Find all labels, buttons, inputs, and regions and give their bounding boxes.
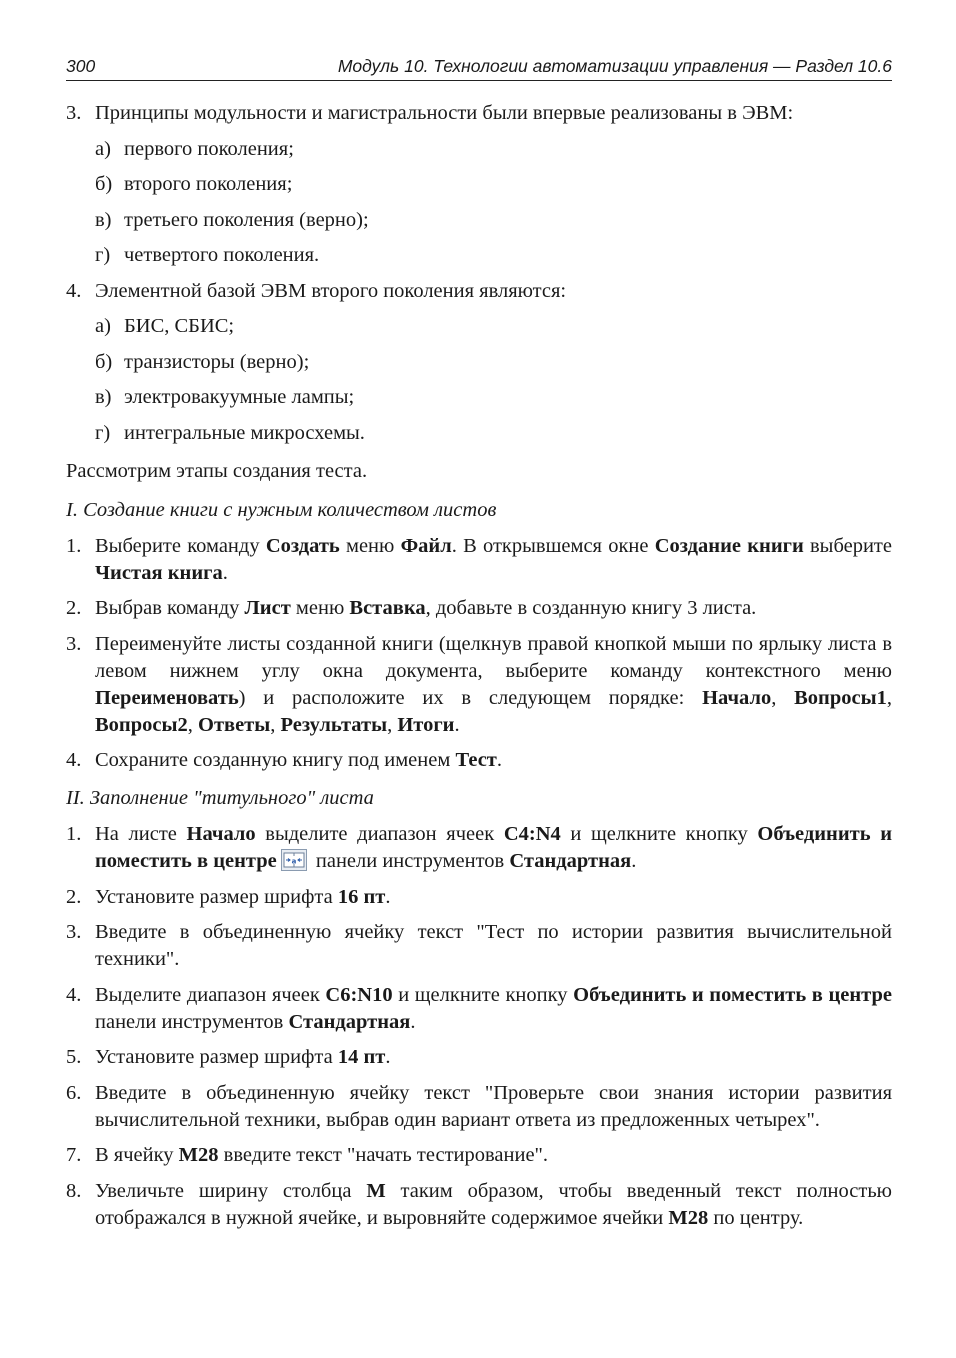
- option-letter: б): [95, 173, 113, 195]
- step-text: таким образом, чтобы введенный текст полностью отображался в нужной ячейке, и выровняйте содержимое ячейки: [95, 1179, 892, 1229]
- step-item: [66, 1142, 892, 1169]
- step-item: [66, 821, 892, 875]
- option-text: второго поколения;: [124, 173, 293, 195]
- step-number: 4.: [66, 983, 82, 1006]
- step-item: [66, 919, 892, 973]
- bold-term: M28: [668, 1206, 709, 1229]
- step-number: 1.: [66, 534, 82, 557]
- bold-term: Стандартная: [509, 850, 632, 872]
- question-3: [66, 100, 892, 127]
- step-number: 2.: [66, 597, 82, 619]
- option-text: электровакуумные лампы;: [124, 386, 355, 408]
- bold-term: Результаты: [280, 713, 388, 736]
- step-text: .: [222, 561, 228, 584]
- bold-term: Лист: [244, 597, 291, 619]
- question-4: [66, 278, 892, 305]
- answer-option: [66, 242, 892, 269]
- bold-term: Вопросы2: [95, 713, 188, 736]
- step-text: панели инструментов: [95, 1010, 289, 1033]
- step-text: введите текст "начать тестирование".: [218, 1144, 549, 1166]
- step-number: 4.: [66, 749, 82, 771]
- bold-term: 16 пт: [337, 885, 386, 908]
- bold-term: Объединить и поместить в центре: [95, 823, 893, 872]
- bold-term: Тест: [455, 749, 497, 771]
- option-text: первого поколения;: [124, 137, 294, 160]
- merge-and-center-icon: [281, 849, 307, 871]
- step-text: , добавьте в созданную книгу 3 листа.: [425, 597, 757, 619]
- answer-option: [66, 136, 892, 163]
- step-text: .: [385, 885, 391, 908]
- option-text: интегральные микросхемы.: [124, 421, 365, 444]
- step-text: меню: [339, 534, 401, 557]
- question-text: Элементной базой ЭВМ второго поколения являются:: [95, 279, 567, 302]
- step-text: выберите: [803, 534, 892, 557]
- option-letter: в): [95, 386, 112, 408]
- option-text: транзисторы (верно);: [124, 350, 310, 373]
- step-text: .: [496, 749, 502, 771]
- step-item: [66, 1178, 892, 1232]
- svg-text:a: a: [291, 857, 297, 866]
- running-title: Модуль 10. Технологии автоматизации управления — Раздел 10.6: [337, 56, 892, 76]
- step-item: [66, 631, 892, 739]
- answer-option: [66, 420, 892, 447]
- step-number: 7.: [66, 1144, 82, 1166]
- bold-term: Стандартная: [288, 1010, 411, 1033]
- option-text: третьего поколения (верно);: [124, 208, 369, 231]
- step-text: панели инструментов: [310, 850, 510, 872]
- option-letter: а): [95, 315, 111, 337]
- step-number: 3.: [66, 921, 82, 943]
- bold-term: Файл: [400, 534, 452, 557]
- step-text: .: [385, 1046, 391, 1068]
- step-text: Переименуйте листы созданной книги (щелкнув правой кнопкой мыши по ярлыку листа в левом нижнем углу окна документа, выберите команду контекстного меню: [95, 632, 892, 682]
- page-body: [66, 100, 892, 1240]
- step-text: Введите в объединенную ячейку текст "Проверьте свои знания истории развития вычислительной техники, выбрав один вариант ответа из предложенных четырех".: [95, 1081, 892, 1131]
- step-text: и щелкните кнопку: [560, 823, 758, 845]
- bold-term: Создать: [265, 534, 340, 557]
- step-number: 5.: [66, 1046, 82, 1068]
- step-number: 2.: [66, 885, 82, 908]
- step-text: Введите в объединенную ячейку текст "Тест по истории развития вычислительной техники".: [95, 921, 892, 970]
- step-item: [66, 884, 892, 911]
- answer-option: [66, 384, 892, 411]
- step-item: [66, 533, 892, 587]
- bold-term: Объединить и поместить в центре: [573, 983, 892, 1006]
- option-text: БИС, СБИС;: [124, 315, 235, 337]
- step-text: .: [410, 1010, 416, 1033]
- running-header: [66, 56, 892, 81]
- bold-term: Переименовать: [95, 686, 239, 709]
- intro-paragraph: Рассмотрим этапы создания теста.: [66, 459, 368, 482]
- bold-term: Начало: [186, 823, 256, 845]
- step-text: .: [631, 850, 637, 872]
- step-number: 8.: [66, 1179, 82, 1202]
- step-number: 3.: [66, 632, 82, 655]
- step-text: ) и расположите их в следующем порядке:: [238, 686, 703, 709]
- bold-term: C6:N10: [325, 983, 393, 1006]
- option-letter: в): [95, 208, 112, 231]
- bold-term: Начало: [702, 686, 772, 709]
- bold-term: Создание книги: [654, 534, 804, 557]
- section-heading: II. Заполнение "титульного" листа: [66, 787, 374, 809]
- step-text: и щелкните кнопку: [392, 983, 574, 1006]
- step-number: 1.: [66, 823, 82, 845]
- question-number: 3.: [66, 102, 82, 124]
- section-heading: I. Создание книги с нужным количеством листов: [66, 498, 497, 521]
- step-text: ,: [387, 713, 398, 736]
- step-text: .: [454, 713, 460, 736]
- answer-option: [66, 313, 892, 340]
- step-text: Выбрав команду: [95, 597, 245, 619]
- step-text: На листе: [95, 823, 187, 845]
- bold-term: Чистая книга: [95, 561, 223, 584]
- page-number: 300: [66, 56, 96, 76]
- step-text: ,: [270, 713, 281, 736]
- answer-option: [66, 207, 892, 234]
- answer-option: [66, 349, 892, 376]
- option-text: четвертого поколения.: [124, 244, 320, 266]
- option-letter: г): [95, 244, 111, 266]
- question-number: 4.: [66, 279, 82, 302]
- bold-term: Вставка: [349, 597, 426, 619]
- bold-term: Вопросы1: [794, 686, 887, 709]
- step-text: . В открывшемся окне: [451, 534, 655, 557]
- step-item: [66, 1044, 892, 1071]
- step-text: ,: [771, 686, 795, 709]
- option-letter: б): [95, 350, 113, 373]
- step-text: ,: [187, 713, 198, 736]
- question-text: Принципы модульности и магистральности были впервые реализованы в ЭВМ:: [95, 102, 794, 124]
- step-text: Выберите команду: [95, 534, 266, 557]
- option-letter: а): [95, 137, 111, 160]
- bold-term: Итоги: [397, 713, 455, 736]
- bold-term: 14 пт: [337, 1046, 386, 1068]
- step-item: [66, 982, 892, 1036]
- step-text: по центру.: [708, 1206, 804, 1229]
- bold-term: C4:N4: [503, 823, 561, 845]
- step-item: [66, 595, 892, 622]
- bold-term: Ответы: [198, 713, 271, 736]
- step-text: Сохраните созданную книгу под именем: [95, 749, 456, 771]
- step-number: 6.: [66, 1081, 82, 1104]
- step-item: [66, 747, 892, 774]
- step-item: [66, 1080, 892, 1134]
- step-text: выделите диапазон ячеек: [255, 823, 504, 845]
- step-text: Установите размер шрифта: [95, 1046, 338, 1068]
- step-text: меню: [290, 597, 350, 619]
- step-text: Установите размер шрифта: [95, 885, 338, 908]
- step-text: ,: [886, 686, 892, 709]
- bold-term: M: [366, 1179, 386, 1202]
- step-text: Увеличьте ширину столбца: [95, 1179, 367, 1202]
- bold-term: M28: [178, 1144, 219, 1166]
- answer-option: [66, 171, 892, 198]
- step-text: Выделите диапазон ячеек: [95, 983, 326, 1006]
- option-letter: г): [95, 421, 111, 444]
- step-text: В ячейку: [95, 1144, 179, 1166]
